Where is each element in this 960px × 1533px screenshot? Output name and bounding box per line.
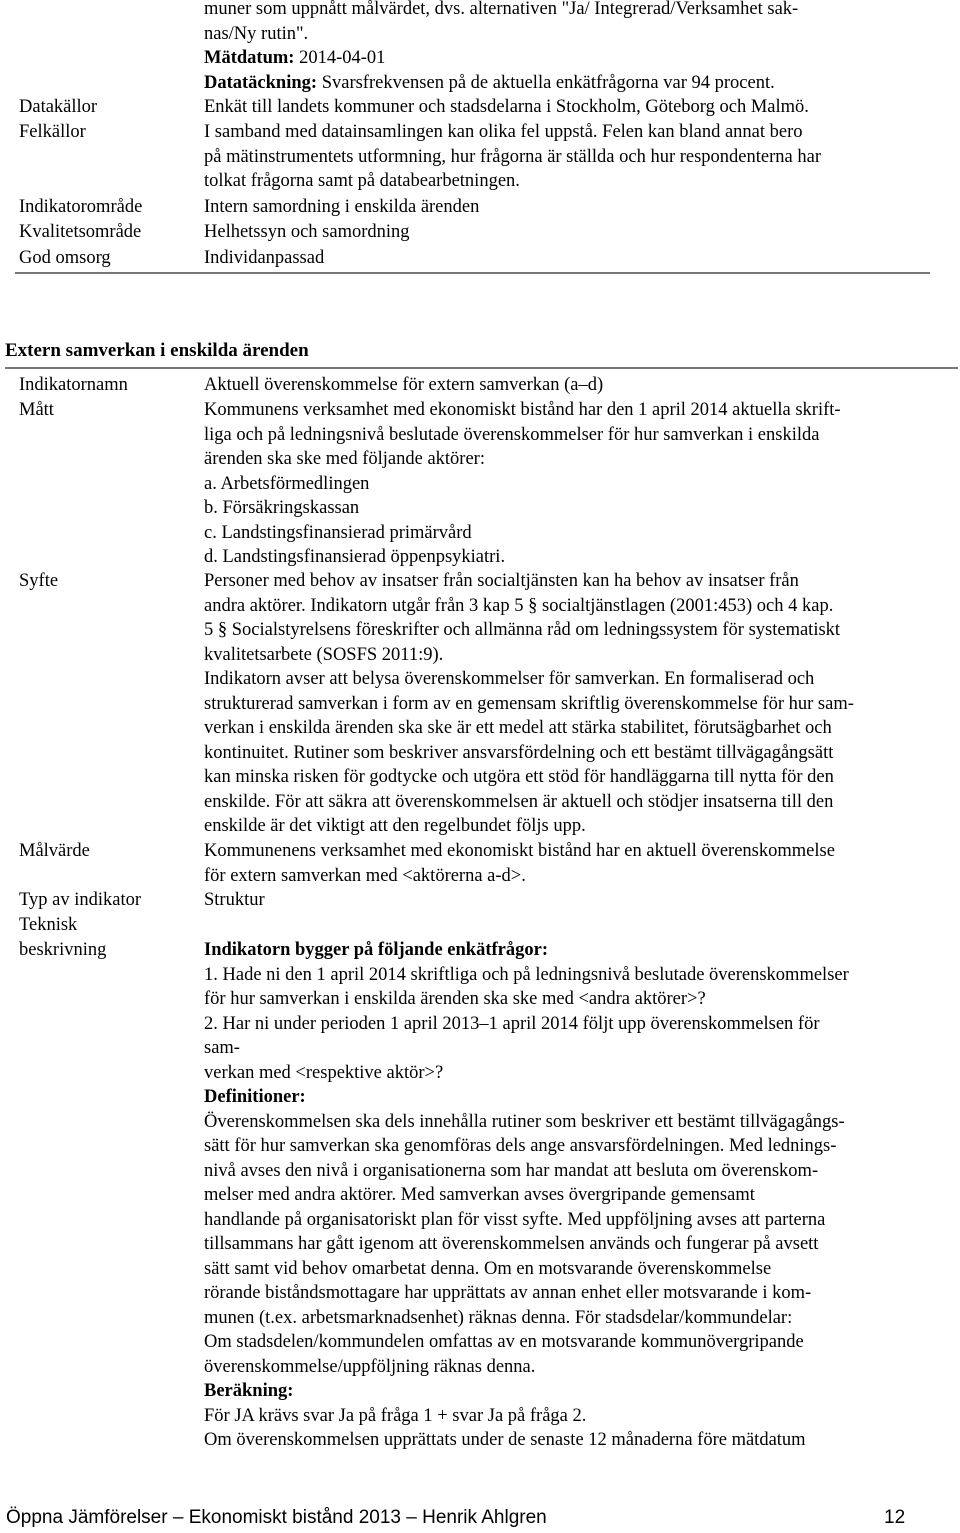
berakning-heading bbox=[204, 1379, 934, 1404]
datatackning-label: Datatäckning: bbox=[204, 72, 318, 93]
kvalitetsomrade-value: Helhetssyn och samordning bbox=[204, 222, 410, 242]
text-line: nivå avses den nivå i organisationerna som har mandat att besluta om överenskom- bbox=[204, 1160, 819, 1181]
text-line: för hur samverkan i enskilda ärenden ska ske med <andra aktörer>? bbox=[204, 989, 706, 1009]
text-line: enskilde är det viktigt att den regelbundet följs upp. bbox=[204, 816, 586, 836]
text-line: Överenskommelsen ska dels innehålla rutiner som beskriver ett bestämt tillvägagångs- bbox=[204, 1111, 845, 1132]
text-line: sätt för hur samverkan ska genomföras dels ange ansvarsfördelningen. Med lednings- bbox=[204, 1136, 837, 1156]
malvarde-label: Målvärde bbox=[19, 841, 90, 861]
text-line: c. Landstingsfinansierad primärvård bbox=[204, 522, 472, 543]
text-line: munen (t.ex. arbetsmarknadsenhet) räknas denna. För stadsdelar/kommundelar: bbox=[204, 1307, 793, 1328]
text-line: på mätinstrumentets utformning, hur frågorna är ställda och hur respondenterna har bbox=[204, 146, 821, 167]
text-line: kontinuitet. Rutiner som beskriver ansvarsfördelning och ett bestämt tillvägagångsätt bbox=[204, 742, 834, 763]
indikatornamn-value: Aktuell överenskommelse för extern samverkan (a–d) bbox=[204, 375, 604, 395]
text-line: enskilde. För att säkra att överenskommelsen är aktuell och stödjer insatserna till den bbox=[204, 791, 834, 812]
text-line: sätt samt vid behov omarbetat denna. Om en motsvarande överenskommelse bbox=[204, 1258, 772, 1279]
datakallor-label: Datakällor bbox=[19, 97, 98, 117]
text-line: Om stadsdelen/kommundelen omfattas av en motsvarande kommunövergripande bbox=[204, 1332, 804, 1352]
text-line: Personer med behov av insatser från socialtjänsten kan ha behov av insatser från bbox=[204, 571, 799, 591]
text-line: liga och på ledningsnivå beslutade överenskommelser för hur samverkan i enskilda bbox=[204, 424, 820, 445]
definitioner-heading-text: Definitioner: bbox=[204, 1087, 306, 1107]
berakning-heading-text: Beräkning: bbox=[204, 1381, 294, 1401]
malvarde-value bbox=[204, 839, 934, 888]
datatackning-value: Svarsfrekvensen på de aktuella enkätfrågorna var 94 procent. bbox=[317, 72, 775, 93]
enkat-heading-text: Indikatorn bygger på följande enkätfrågor: bbox=[204, 940, 548, 960]
indikatoromrade-value: Intern samordning i enskilda ärenden bbox=[204, 197, 480, 217]
text-line: Om överenskommelsen upprättats under de senaste 12 månaderna före mätdatum bbox=[204, 1430, 806, 1450]
text-line: överenskommelse/uppföljning räknas denna. bbox=[204, 1356, 536, 1377]
teknisk-value bbox=[204, 938, 934, 1453]
text-line: melser med andra aktörer. Med samverkan avses övergripande gemensamt bbox=[204, 1185, 755, 1205]
datakallor-value bbox=[204, 95, 934, 120]
matt-label: Mått bbox=[19, 400, 54, 420]
text-line: 5 § Socialstyrelsens föreskrifter och allmänna råd om ledningssystem för systematiskt bbox=[204, 620, 841, 640]
text-line: verkan i enskilda ärenden ska ske är ett medel att stärka stabilitet, förutsägbarhet och bbox=[204, 718, 832, 738]
top-divider bbox=[15, 272, 930, 274]
text-line: Indikatorn avser att belysa överenskommelser för samverkan. En formaliserad och bbox=[204, 669, 815, 689]
typ-value: Struktur bbox=[204, 890, 265, 910]
text-line: I samband med datainsamlingen kan olika fel uppstå. Felen kan bland annat bero bbox=[204, 122, 803, 142]
datatackning-line bbox=[204, 71, 934, 96]
enkat-heading bbox=[204, 938, 934, 963]
section-divider bbox=[5, 367, 958, 369]
matdatum-line bbox=[204, 46, 934, 71]
teknisk-label-line: Teknisk bbox=[19, 915, 78, 935]
text-line: 1. Hade ni den 1 april 2014 skriftliga och på ledningsnivå beslutade överenskommelser bbox=[204, 964, 849, 985]
matdatum-value: 2014-04-01 bbox=[294, 48, 386, 68]
text-line: För JA krävs svar Ja på fråga 1 + svar Ja på fråga 2. bbox=[204, 1405, 587, 1426]
text-line: strukturerad samverkan i form av en gemensam skriftlig överenskommelse för hur sam- bbox=[204, 693, 854, 714]
text-line: d. Landstingsfinansierad öppenpsykiatri. bbox=[204, 547, 506, 567]
text-line: andra aktörer. Indikatorn utgår från 3 kap 5 § socialtjänstlagen (2001:453) och 4 kap. bbox=[204, 595, 834, 616]
text-line: kan minska risken för godtycke och utgöra ett stöd för handläggarna till nytta för den bbox=[204, 767, 834, 787]
indikatoromrade-label: Indikatorområde bbox=[19, 197, 143, 217]
matt-value bbox=[204, 398, 934, 570]
teknisk-label-line: beskrivning bbox=[19, 939, 107, 960]
text-line: muner som uppnått målvärdet, dvs. alternativen "Ja/ Integrerad/Verksamhet sak- bbox=[204, 0, 799, 19]
text-line: handlande på organisatoriskt plan för visst syfte. Med uppföljning avses att parterna bbox=[204, 1209, 826, 1230]
felkallor-label: Felkällor bbox=[19, 122, 86, 142]
text-line: tillsammans har gått igenom att överenskommelsen används och fungerar på avsett bbox=[204, 1234, 819, 1254]
typ-label: Typ av indikator bbox=[19, 890, 142, 910]
indikatornamn-label: Indikatornamn bbox=[19, 375, 128, 395]
text-line: Enkät till landets kommuner och stadsdelarna i Stockholm, Göteborg och Malmö. bbox=[204, 97, 809, 117]
text-line: 2. Har ni under perioden 1 april 2013–1 april 2014 följt upp överenskommelsen för bbox=[204, 1013, 820, 1034]
definitioner-heading bbox=[204, 1085, 934, 1110]
syfte-value bbox=[204, 569, 934, 839]
page-number: 12 bbox=[884, 1507, 906, 1528]
page-footer: Öppna Jämförelser – Ekonomiskt bistånd 2013 – Henrik Ahlgren bbox=[6, 1507, 547, 1528]
teknisk-label bbox=[19, 913, 106, 962]
text-line: b. Försäkringskassan bbox=[204, 498, 360, 518]
matdatum-label: Mätdatum: bbox=[204, 48, 295, 68]
kvalitetsomrade-label: Kvalitetsområde bbox=[19, 222, 142, 242]
text-line: sam- bbox=[204, 1038, 240, 1058]
text-line: Kommunenens verksamhet med ekonomiskt bistånd har en aktuell överenskommelse bbox=[204, 841, 835, 861]
text-line: rörande biståndsmottagare har upprättats av annan enhet eller motsvarande i kom- bbox=[204, 1283, 812, 1303]
section-heading: Extern samverkan i enskilda ärenden bbox=[5, 340, 309, 361]
text-line: Kommunens verksamhet med ekonomiskt bistånd har den 1 april 2014 aktuella skrift- bbox=[204, 400, 841, 420]
felkallor-value bbox=[204, 120, 934, 194]
text-line: ärenden ska ske med följande aktörer: bbox=[204, 449, 485, 469]
god-omsorg-label: God omsorg bbox=[19, 248, 111, 268]
text-line: kvalitetsarbete (SOSFS 2011:9). bbox=[204, 644, 444, 665]
top-continuation bbox=[204, 0, 934, 95]
text-line: tolkat frågorna samt på databearbetningen. bbox=[204, 171, 520, 191]
text-line: för extern samverkan med <aktörerna a-d>. bbox=[204, 865, 526, 886]
god-omsorg-value: Individanpassad bbox=[204, 248, 325, 268]
text-line: nas/Ny rutin". bbox=[204, 23, 309, 44]
syfte-label: Syfte bbox=[19, 571, 59, 591]
text-line: verkan med <respektive aktör>? bbox=[204, 1062, 444, 1083]
text-line: a. Arbetsförmedlingen bbox=[204, 473, 370, 494]
